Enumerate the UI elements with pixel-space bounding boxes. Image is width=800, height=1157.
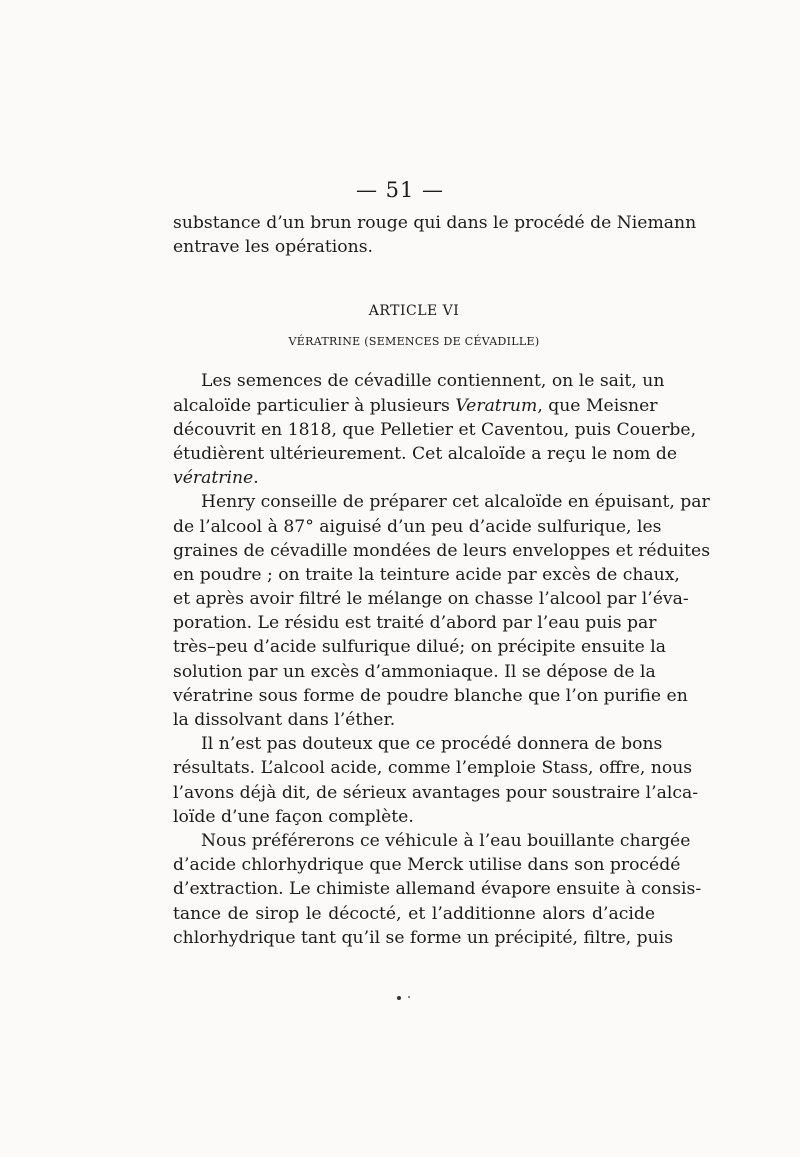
text-line: [173, 466, 655, 490]
paragraph-merck: [173, 829, 702, 950]
text-line: substance d’un brun rouge qui dans le procédé de Niemann: [173, 213, 697, 233]
text-line: graines de cévadille mondées de leurs enveloppes et réduites: [173, 540, 711, 561]
paragraph-continued: [173, 211, 697, 259]
text-line: découvrit en 1818, que Pelletier et Caventou, puis Couerbe,: [173, 419, 697, 440]
text-line: d’acide chlorhydrique que Merck utilise dans son procédé: [173, 855, 681, 876]
text-line: Les semences de cévadille contiennent, on le sait, un: [201, 371, 665, 392]
text-line: étudièrent ultérieurement. Cet alcaloïde a reçu le nom de: [173, 443, 678, 464]
text-line: entrave les opérations.: [173, 237, 373, 258]
paragraph-douteux: [173, 732, 699, 829]
print-speck: [397, 996, 401, 1000]
text-line: résultats. L’alcool acide, comme l’emploie Stass, offre, nous: [173, 758, 693, 779]
text-block: [173, 211, 711, 950]
print-speck: [408, 996, 410, 998]
article-title: ARTICLE VI: [368, 303, 460, 320]
text-line: Il n’est pas douteux que ce procédé donnera de bons: [201, 734, 663, 755]
text-line: la dissolvant dans l’éther.: [173, 710, 396, 730]
text-span: , que Meisner: [537, 395, 658, 416]
page-number: — 51 —: [355, 178, 445, 202]
text-line: poration. Le résidu est traité d’abord par l’eau puis par: [173, 613, 657, 634]
text-line: Henry conseille de préparer cet alcaloïde en épuisant, par: [201, 492, 710, 513]
text-line: et après avoir filtré le mélange on chasse l’alcool par l’éva-: [173, 589, 689, 610]
text-line: solution par un excès d’ammoniaque. Il se dépose de la: [173, 661, 656, 682]
text-line: chlorhydrique tant qu’il se forme un précipité, filtre, puis: [173, 927, 674, 948]
paragraph-intro: [173, 369, 697, 490]
text-line: loïde d’une façon complète.: [173, 806, 414, 827]
text-line: vératrine sous forme de poudre blanche que l’on purifie en: [173, 685, 688, 706]
text-span: .: [253, 468, 259, 489]
text-span: alcaloïde particulier à plusieurs: [173, 395, 456, 416]
text-line: [173, 394, 658, 418]
text-line: de l’alcool à 87° aiguisé d’un peu d’acide sulfurique, les: [173, 516, 662, 537]
italic-term: vératrine: [173, 468, 254, 489]
text-line: Nous préférerons ce véhicule à l’eau bouillante chargée: [201, 830, 691, 851]
text-line: très–peu d’acide sulfurique dilué; on précipite ensuite la: [173, 637, 666, 658]
italic-term: Veratrum: [455, 395, 538, 416]
text-line: l’avons déjà dit, de sérieux avantages pour soustraire l’alca-: [173, 782, 699, 803]
paragraph-henry: [173, 490, 711, 732]
article-subtitle: VÉRATRINE (SEMENCES DE CÉVADILLE): [288, 335, 540, 349]
text-line: d’extraction. Le chimiste allemand évapore ensuite à consis-: [173, 879, 702, 900]
text-line: en poudre ; on traite la teinture acide par excès de chaux,: [173, 564, 680, 585]
text-line: tance de sirop le décocté, et l’additionne alors d’acide: [173, 903, 655, 924]
